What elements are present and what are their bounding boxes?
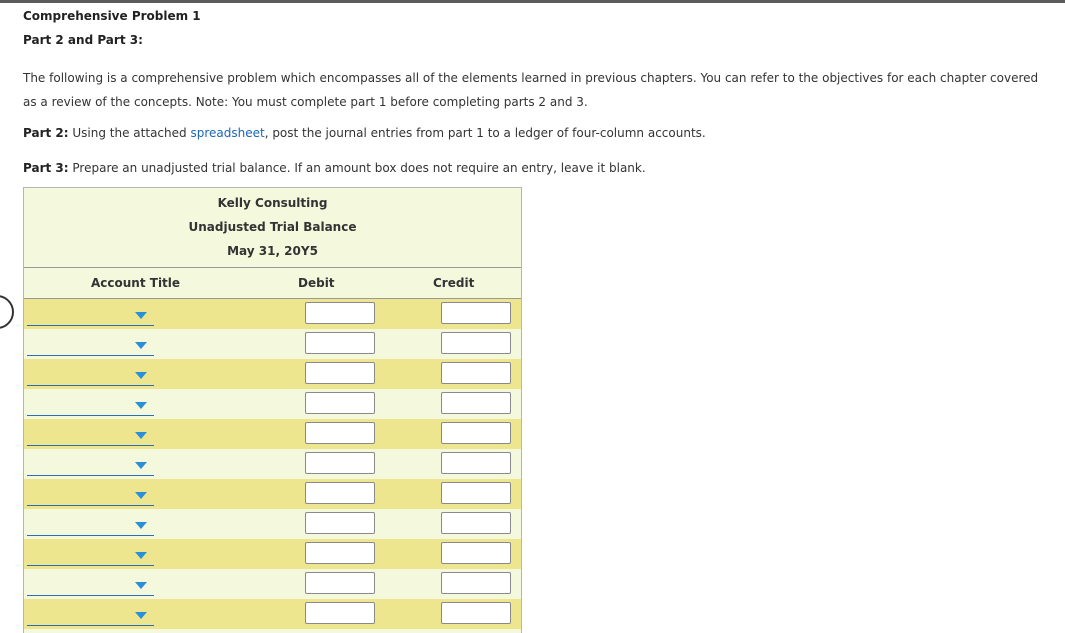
table-row [24,599,521,629]
spreadsheet-link[interactable]: spreadsheet [190,126,265,140]
statement-name: Unadjusted Trial Balance [188,220,357,234]
part2-text-before: Using the attached [72,126,187,140]
chevron-down-icon[interactable] [135,372,147,379]
credit-input[interactable] [441,362,511,384]
chevron-down-icon[interactable] [135,612,147,619]
part2-instructions [23,126,706,140]
chevron-down-icon[interactable] [135,492,147,499]
chevron-down-icon[interactable] [135,582,147,589]
dropdown-underline [27,505,154,506]
part2-label: Part 2: [23,126,69,140]
dropdown-underline [27,445,154,446]
dropdown-underline [27,415,154,416]
table-row [24,449,521,479]
table-row [24,539,521,569]
top-border [0,0,1065,3]
trial-balance-rows [24,299,521,629]
statement-date: May 31, 20Y5 [227,244,318,258]
dropdown-underline [27,355,154,356]
debit-input[interactable] [305,542,375,564]
table-row [24,359,521,389]
dropdown-underline [27,625,154,626]
table-row [24,569,521,599]
debit-input[interactable] [305,452,375,474]
column-header-row [24,268,521,299]
debit-header: Debit [298,276,335,290]
credit-input[interactable] [441,422,511,444]
chevron-down-icon[interactable] [135,522,147,529]
company-name: Kelly Consulting [217,196,328,210]
trial-balance-table [23,187,522,633]
debit-input[interactable] [305,602,375,624]
debit-input[interactable] [305,482,375,504]
credit-input[interactable] [441,482,511,504]
credit-input[interactable] [441,512,511,534]
credit-input[interactable] [441,452,511,474]
debit-input[interactable] [305,392,375,414]
chevron-down-icon[interactable] [135,552,147,559]
credit-input[interactable] [441,572,511,594]
chevron-down-icon[interactable] [135,342,147,349]
intro-paragraph: The following is a comprehensive problem which encompasses all of the elements learned in previous chapters. You can refer to the objectives for each chapter covered as a review of the concepts. Note: You must complete part 1 before completing parts 2 and 3. [23,71,1039,109]
debit-input[interactable] [305,302,375,324]
dropdown-underline [27,565,154,566]
table-row [24,299,521,329]
dropdown-underline [27,535,154,536]
cursor-circle-icon [0,295,14,329]
part2-text-after: , post the journal entries from part 1 to a ledger of four-column accounts. [264,126,706,140]
dropdown-underline [27,385,154,386]
part3-label: Part 3: [23,161,69,175]
dropdown-underline [27,325,154,326]
chevron-down-icon[interactable] [135,312,147,319]
credit-input[interactable] [441,542,511,564]
trial-balance-header [24,188,521,268]
table-row [24,389,521,419]
chevron-down-icon[interactable] [135,432,147,439]
dropdown-underline [27,595,154,596]
debit-input[interactable] [305,422,375,444]
chevron-down-icon[interactable] [135,462,147,469]
page-subtitle: Part 2 and Part 3: [23,33,143,47]
debit-input[interactable] [305,572,375,594]
credit-header: Credit [433,276,475,290]
table-row [24,509,521,539]
account-title-header: Account Title [91,276,181,290]
chevron-down-icon[interactable] [135,402,147,409]
table-row [24,419,521,449]
dropdown-underline [27,475,154,476]
debit-input[interactable] [305,362,375,384]
debit-input[interactable] [305,512,375,534]
page-title: Comprehensive Problem 1 [23,9,201,23]
part3-instructions [23,161,646,175]
credit-input[interactable] [441,602,511,624]
credit-input[interactable] [441,332,511,354]
table-row [24,479,521,509]
part3-text: Prepare an unadjusted trial balance. If an amount box does not require an entry, leave it blank. [72,161,646,175]
credit-input[interactable] [441,302,511,324]
table-row [24,329,521,359]
debit-input[interactable] [305,332,375,354]
credit-input[interactable] [441,392,511,414]
